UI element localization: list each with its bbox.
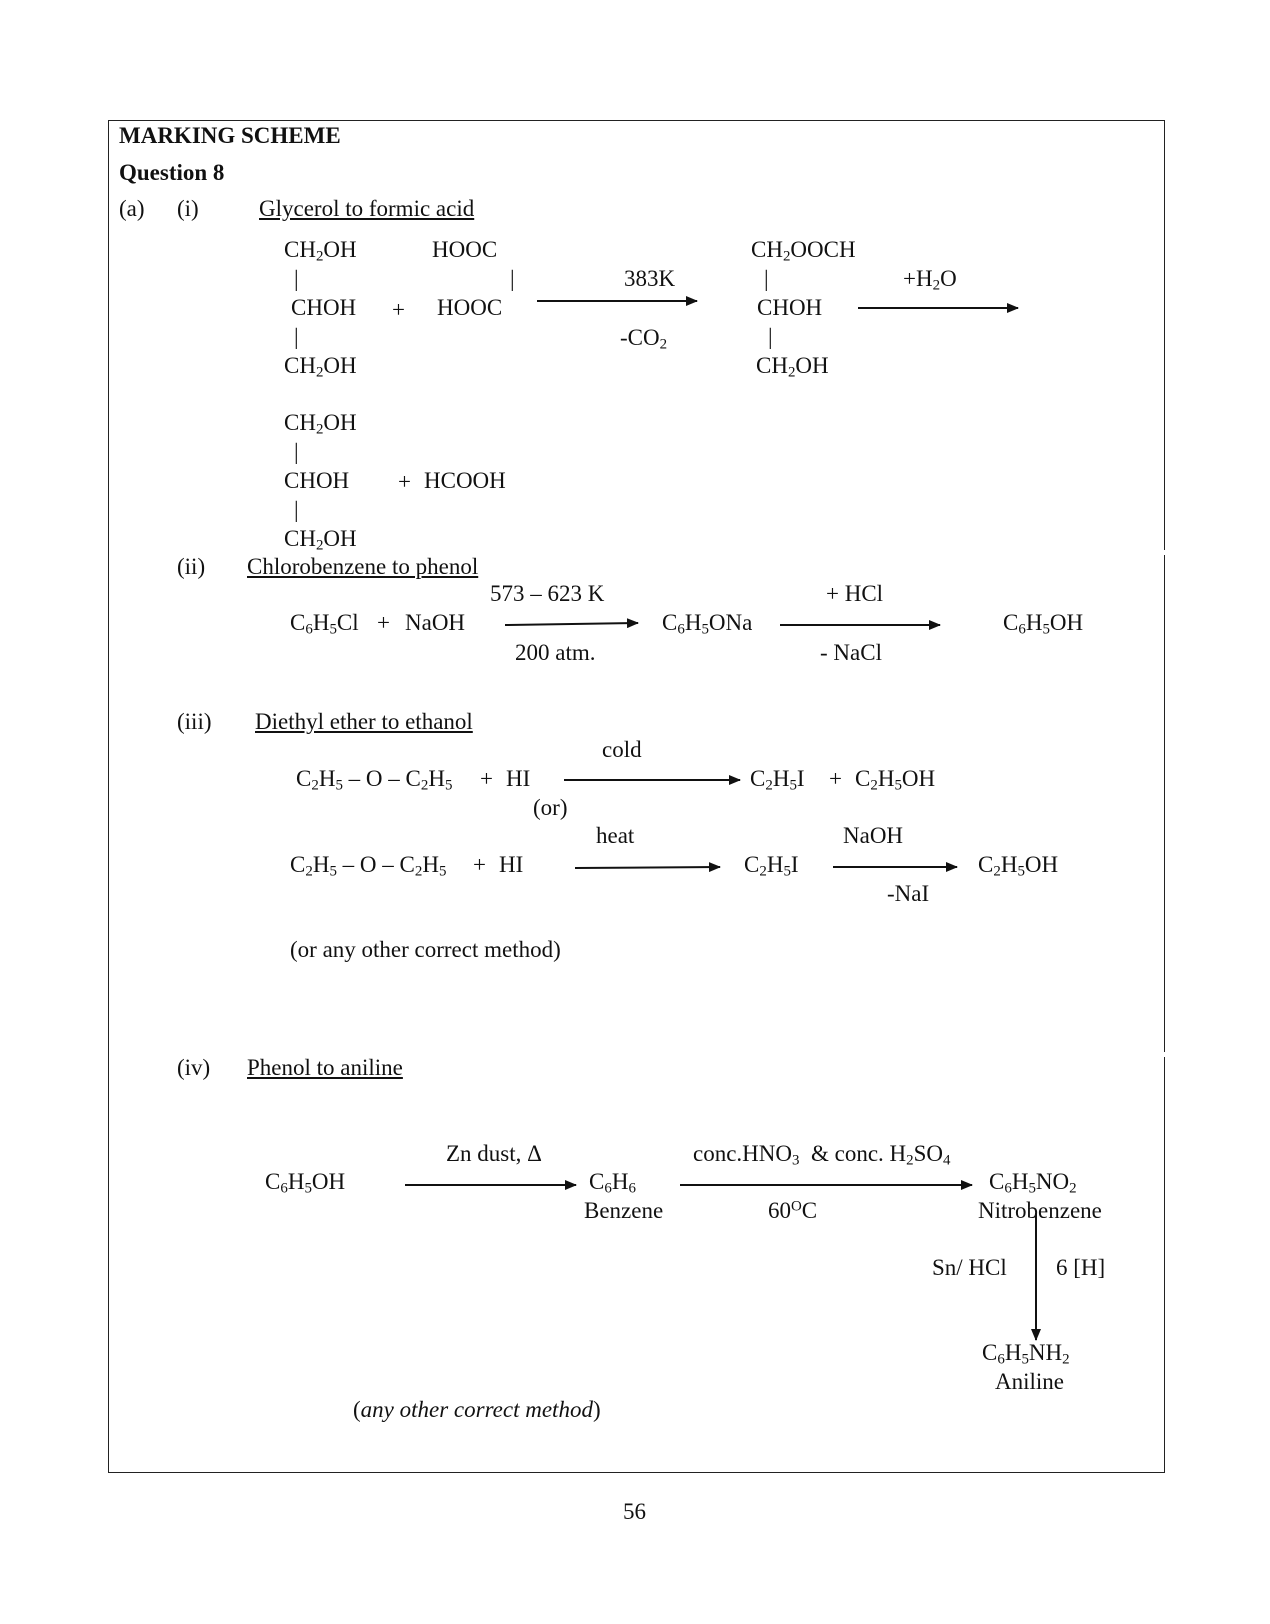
reactant-diethyl-ether: $C_2H_5$ – O – $C_2H_5$ [290,852,447,880]
monoformin-mid: CHOH [757,295,823,320]
item-number: (iii) [177,709,212,734]
condition-heat: heat [596,823,635,848]
product-glycerol-mid: CHOH [284,468,350,493]
monoformin-bot: $CH_2OH$ [756,353,829,381]
benzene-formula: $C_6H_6$ [589,1169,636,1197]
glycerol-top: $CH_2OH$ [284,237,357,265]
bond-line: | [294,439,299,464]
reactant-phenol: $C_6H_5OH$ [265,1169,346,1197]
plus-sign: + [829,766,842,791]
condition-naoh: NaOH [843,823,904,848]
intermediate-sodium-phenoxide: $C_6H_5ONa$ [662,610,753,638]
bond-line: | [768,324,773,349]
arrow-573k [505,623,638,625]
reaction-title: Phenol to aniline [247,1055,403,1080]
product-ethanol: $C_2H_5OH$ [855,766,936,794]
reactant-hi: HI [506,766,531,791]
reactant-chlorobenzene: $C_6H_5Cl$ [290,610,359,638]
bond-line: | [294,497,299,522]
oxalic-bot: HOOC [437,295,503,320]
benzene-name: Benzene [584,1198,664,1223]
condition-minus-co2: $-CO_2$ [620,325,668,353]
plus-sign: + [377,610,390,635]
condition-minus-nai: -NaI [887,881,930,906]
product-glycerol-top: $CH_2OH$ [284,410,357,438]
reactant-hi: HI [499,852,524,877]
condition-nitrating-mixture: $conc.HNO_3$ & conc. $H_2SO_4$ [693,1141,951,1169]
item-number: (ii) [177,554,206,579]
condition-sn-hcl: Sn/ HCl [932,1255,1007,1280]
page-number: 56 [623,1499,646,1524]
item-number: (iv) [177,1055,211,1080]
condition-temperature-60c: $60^OC$ [768,1198,818,1223]
oxalic-top: HOOC [432,237,498,262]
aniline-name: Aniline [995,1369,1064,1394]
condition-plus-hcl: + HCl [826,581,884,606]
nitrobenzene-name: Nitrobenzene [978,1198,1102,1223]
plus-sign: + [480,766,493,791]
alternative-method-note: (any other correct method) [353,1397,601,1422]
glycerol-mid: CHOH [291,295,357,320]
reactant-diethyl-ether: $C_2H_5$ – O – $C_2H_5$ [296,766,453,794]
condition-plus-h2o: $+H_2O$ [903,266,957,294]
arrow-heat [575,867,720,868]
part-label: (a) [119,196,145,221]
heading-marking-scheme: MARKING SCHEME [119,123,341,148]
reaction-title: Glycerol to formic acid [259,196,475,221]
condition-zn-dust: Zn dust, Δ [446,1141,542,1166]
bond-line: | [510,266,515,291]
condition-cold: cold [602,737,642,762]
plus-sign: + [473,852,486,877]
bond-line: | [764,266,769,291]
plus-sign: + [398,469,411,494]
glycerol-bot: $CH_2OH$ [284,353,357,381]
heading-question: Question 8 [119,160,225,185]
intermediate-ethyl-iodide: $C_2H_5I$ [744,852,799,880]
alternative-method-note: (or any other correct method) [290,937,561,962]
reaction-title: Chlorobenzene to phenol [247,554,479,579]
product-ethanol: $C_2H_5OH$ [978,852,1059,880]
plus-sign: + [392,297,405,322]
bond-line: | [294,266,299,291]
condition-minus-nacl: - NaCl [820,640,882,665]
nitrobenzene-formula: $C_6H_5NO_2$ [989,1169,1077,1197]
condition-temperature: 573 – 623 K [490,581,605,606]
monoformin-top: $CH_2OOCH$ [751,237,856,265]
bond-line: | [294,324,299,349]
reactant-naoh: NaOH [405,610,466,635]
condition-pressure: 200 atm. [515,640,596,665]
product-glycerol-bot: $CH_2OH$ [284,526,357,554]
product-ethyl-iodide: $C_2H_5I$ [750,766,805,794]
product-formic-acid: HCOOH [424,468,506,493]
condition-383k: 383K [624,266,676,291]
product-phenol: $C_6H_5OH$ [1003,610,1084,638]
reaction-title: Diethyl ether to ethanol [255,709,473,734]
or-separator: (or) [533,795,568,820]
aniline-formula: $C_6H_5NH_2$ [982,1340,1070,1368]
item-number: (i) [177,196,199,221]
condition-6h: 6 [H] [1056,1255,1106,1280]
